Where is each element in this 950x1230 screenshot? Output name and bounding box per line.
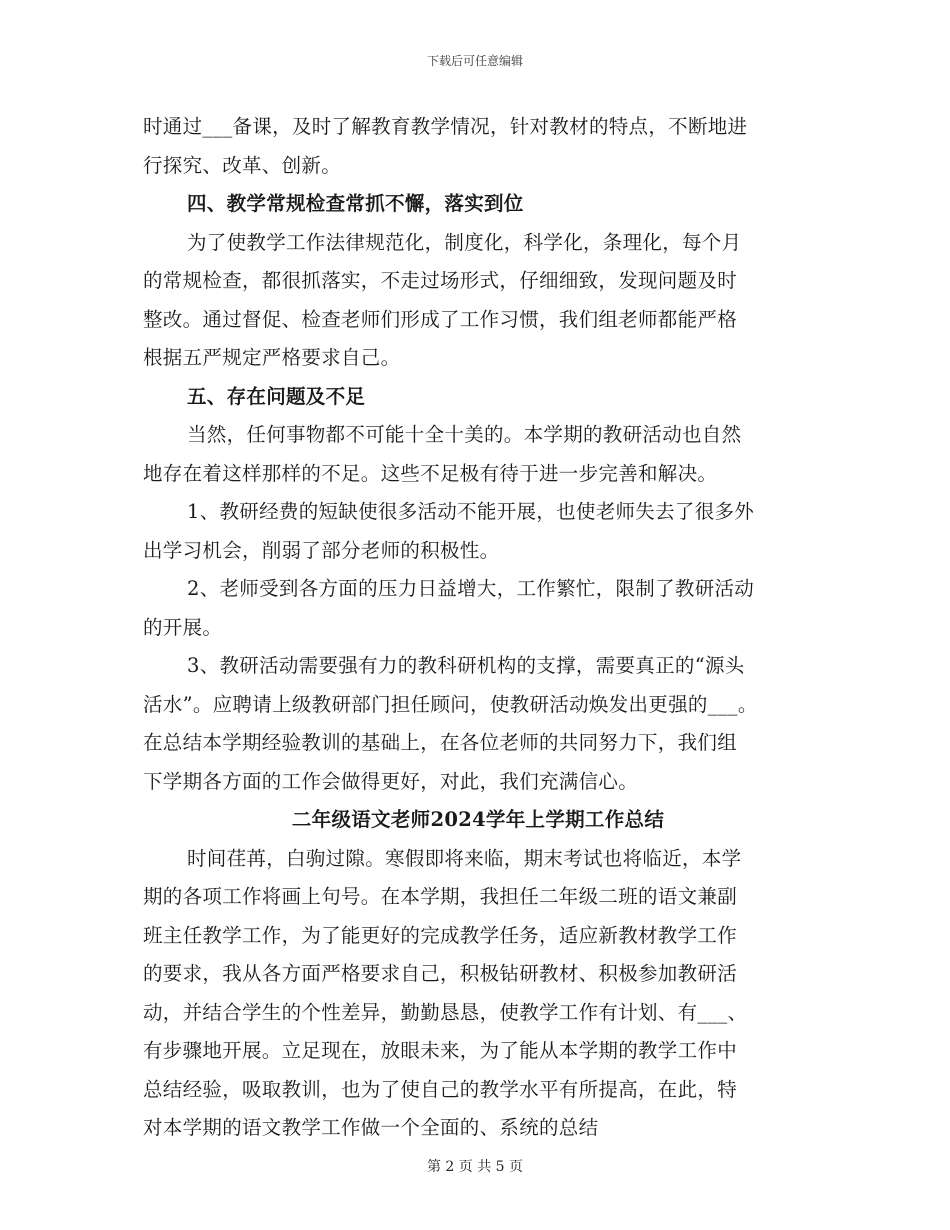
text-line: 动，并结合学生的个性差异，勤勤恳恳，使教学工作有计划、有___、 — [143, 1000, 748, 1024]
text-line: 当然，任何事物都不可能十全十美的。本学期的教研活动也自然 — [187, 423, 742, 446]
section-heading: 二年级语文老师2024学年上学期工作总结 — [291, 808, 665, 831]
text-line: 期的各项工作将画上句号。在本学期，我担任二年级二班的语文兼副 — [143, 885, 738, 908]
text-line: 班主任教学工作，为了能更好的完成教学任务，适应新教材教学工作 — [143, 923, 738, 947]
text-line: 整改。通过督促、检查老师们形成了工作习惯，我们组老师都能严格 — [143, 307, 738, 331]
text-line: 的常规检查，都很抓落实，不走过场形式，仔细细致，发现问题及时 — [143, 269, 738, 292]
document-body — [143, 108, 813, 1148]
text-line: 的开展。 — [143, 615, 223, 639]
text-line: 1、教研经费的短缺使很多活动不能开展，也使老师失去了很多外 — [187, 500, 755, 523]
text-line: 为了使教学工作法律规范化，制度化，科学化，条理化，每个月 — [187, 230, 742, 254]
text-line: 地存在着这样那样的不足。这些不足极有待于进一步完善和解决。 — [143, 461, 718, 485]
text-line: 3、教研活动需要强有力的教科研机构的支撑，需要真正的“源头 — [187, 654, 745, 677]
text-line: 下学期各方面的工作会做得更好，对此，我们充满信心。 — [143, 769, 639, 793]
text-line: 的要求，我从各方面严格要求自己，积极钻研教材、积极参加教研活 — [143, 962, 738, 985]
text-line: 活水”。应聘请上级教研部门担任顾问，使教研活动焕发出更强的___。 — [143, 692, 758, 716]
text-line: 时间荏苒，白驹过隙。寒假即将来临，期末考试也将临近，本学 — [187, 846, 742, 870]
page-header: 下载后可任意编辑 — [426, 54, 523, 68]
text-line: 出学习机会，削弱了部分老师的积极性。 — [143, 538, 500, 562]
text-line: 根据五严规定严格要求自己。 — [143, 346, 401, 369]
text-line: 有步骤地开展。立足现在，放眼未来，为了能从本学期的教学工作中 — [143, 1039, 738, 1062]
section-heading: 四、教学常规检查常抓不懈，落实到位 — [187, 192, 524, 215]
section-heading: 五、存在问题及不足 — [187, 384, 366, 408]
text-line: 时通过___备课，及时了解教育教学情况，针对教材的特点，不断地进 — [143, 115, 748, 138]
page-footer: 第 2 页 共 5 页 — [426, 1159, 524, 1175]
text-line: 在总结本学期经验教训的基础上，在各位老师的共同努力下，我们组 — [143, 731, 738, 754]
text-line: 2、老师受到各方面的压力日益增大，工作繁忙，限制了教研活动 — [187, 577, 755, 600]
text-line: 对本学期的语文教学工作做一个全面的、系统的总结 — [143, 1116, 599, 1139]
text-line: 行探究、改革、创新。 — [143, 153, 342, 177]
text-line: 总结经验，吸取教训，也为了使自己的教学水平有所提高，在此，特 — [143, 1077, 738, 1101]
